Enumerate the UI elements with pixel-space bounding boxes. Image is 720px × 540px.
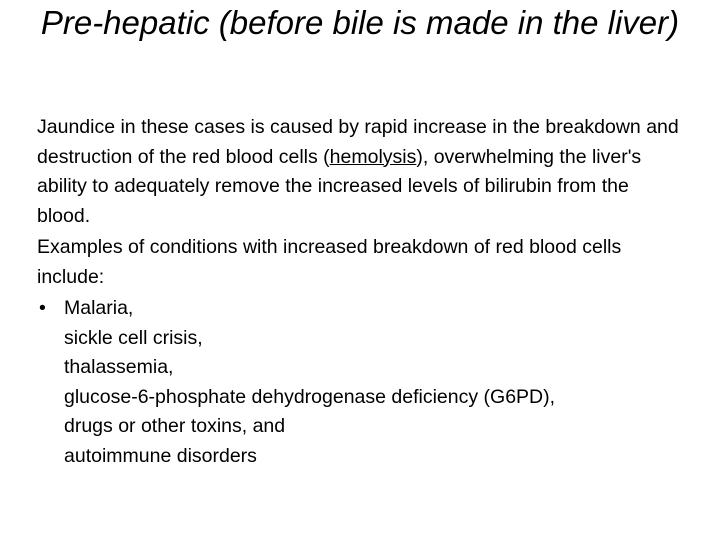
list-line-autoimmune: autoimmune disorders (64, 444, 257, 467)
paragraph-examples-intro: Examples of conditions with increased breakdown of red blood cells include: (37, 236, 622, 288)
list-line-g6pd: glucose-6-phosphate dehydrogenase deficiency (G6PD), (64, 385, 556, 408)
slide-title: Pre-hepatic (before bile is made in the liver) (40, 4, 680, 41)
paragraph-text-after: ), overwhelming the liver's ability to adequately remove the increased levels of bilirubin from the blood. (37, 145, 642, 227)
list-line-thalassemia: thalassemia, (64, 356, 174, 378)
list-line-drugs-toxins: drugs or other toxins, and (64, 415, 286, 437)
paragraph-text-before: Jaundice in these cases is caused by rapid increase in the breakdown and destruction of the red blood cells ( (37, 116, 679, 168)
bullet-icon: • (39, 297, 46, 319)
conditions-list (37, 294, 687, 471)
list-item (37, 294, 687, 471)
paragraph-jaundice-cause (37, 113, 687, 231)
slide-body (37, 113, 687, 471)
hemolysis-link[interactable]: hemolysis (329, 145, 417, 168)
list-line-malaria: Malaria, (64, 297, 134, 319)
list-line-sickle-cell: sickle cell crisis, (64, 326, 203, 349)
